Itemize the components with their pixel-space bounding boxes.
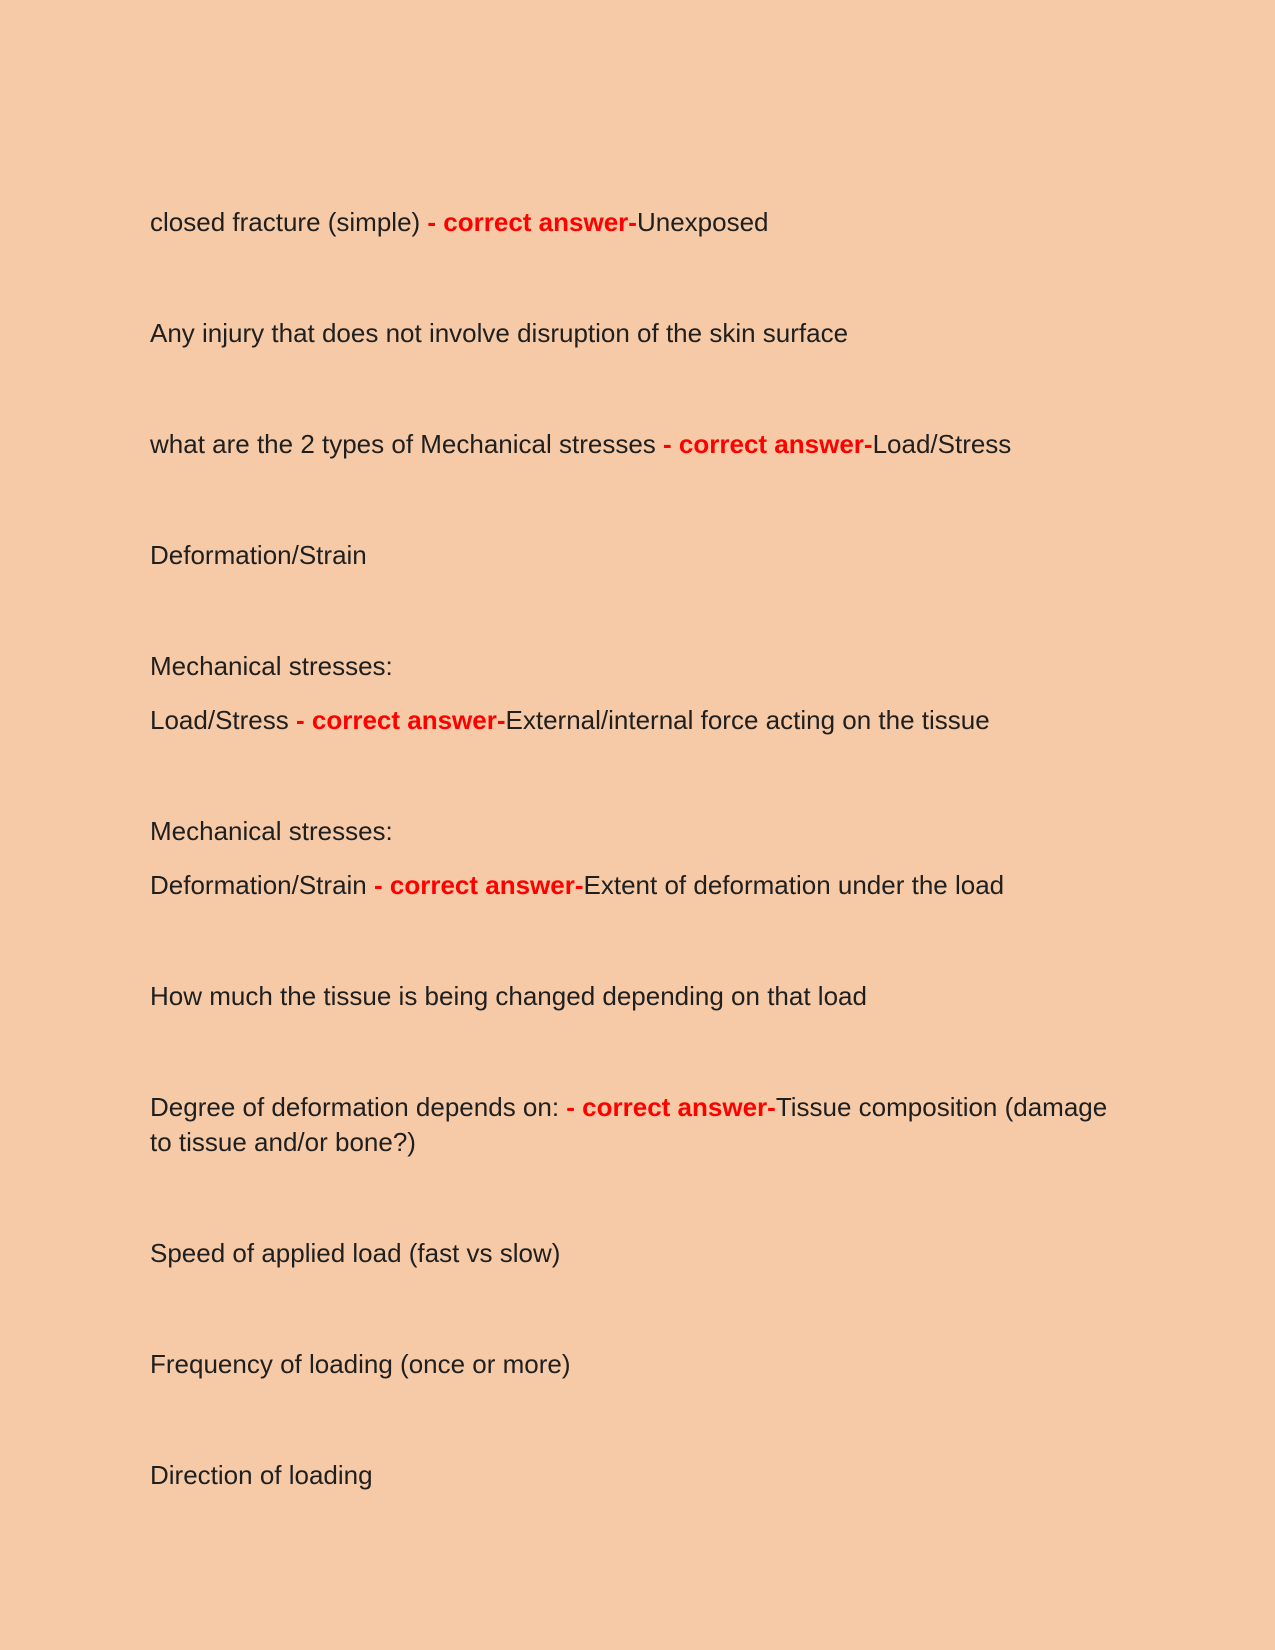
- text-segment: Deformation/Strain: [150, 540, 367, 570]
- text-line: [150, 1236, 1118, 1271]
- correct-answer-marker: - correct answer-: [427, 207, 637, 237]
- notes-text-area: [150, 205, 1118, 1493]
- text-line: [150, 1090, 1118, 1160]
- text-line: [150, 427, 1118, 462]
- correct-answer-marker: - correct answer-: [566, 1092, 776, 1122]
- text-segment: How much the tissue is being changed depending on that load: [150, 981, 867, 1011]
- text-segment: Direction of loading: [150, 1460, 373, 1490]
- text-segment: what are the 2 types of Mechanical stresses: [150, 429, 664, 459]
- correct-answer-marker: - correct answer-: [373, 870, 584, 900]
- text-segment: Speed of applied load (fast vs slow): [150, 1238, 561, 1268]
- text-segment: External/internal force acting on the tissue: [505, 705, 990, 735]
- correct-answer-marker: - correct answer-: [295, 705, 506, 735]
- text-segment: Frequency of loading (once or more): [150, 1349, 571, 1379]
- text-line: [150, 316, 1118, 351]
- text-line: [150, 1347, 1118, 1382]
- qa-block: [150, 316, 1118, 351]
- text-segment: Mechanical stresses:: [150, 651, 393, 681]
- qa-block: [150, 1236, 1118, 1271]
- text-line: [150, 649, 1118, 684]
- qa-block: [150, 538, 1118, 573]
- text-line: [150, 205, 1118, 240]
- text-line: [150, 979, 1118, 1014]
- qa-block: [150, 1458, 1118, 1493]
- qa-block: [150, 1090, 1118, 1160]
- text-segment: Mechanical stresses:: [150, 816, 393, 846]
- text-segment: Load/Stress: [872, 429, 1012, 459]
- qa-block: [150, 205, 1118, 240]
- text-segment: Extent of deformation under the load: [583, 870, 1005, 900]
- qa-block: [150, 814, 1118, 903]
- text-segment: Any injury that does not involve disruption of the skin surface: [150, 318, 849, 348]
- text-segment: Degree of deformation depends on:: [150, 1092, 567, 1122]
- qa-block: [150, 649, 1118, 738]
- text-line: [150, 868, 1118, 903]
- text-line: [150, 814, 1118, 849]
- text-segment: Load/Stress: [150, 705, 296, 735]
- text-segment: Tissue composition (damage to tissue and/or bone?): [150, 1092, 1108, 1157]
- correct-answer-marker: - correct answer-: [663, 429, 873, 459]
- text-line: [150, 1458, 1118, 1493]
- text-line: [150, 703, 1118, 738]
- text-segment: Deformation/Strain: [150, 870, 374, 900]
- text-line: [150, 538, 1118, 573]
- text-segment: Unexposed: [636, 207, 769, 237]
- qa-block: [150, 1347, 1118, 1382]
- qa-block: [150, 979, 1118, 1014]
- qa-block: [150, 427, 1118, 462]
- text-segment: closed fracture (simple): [150, 207, 428, 237]
